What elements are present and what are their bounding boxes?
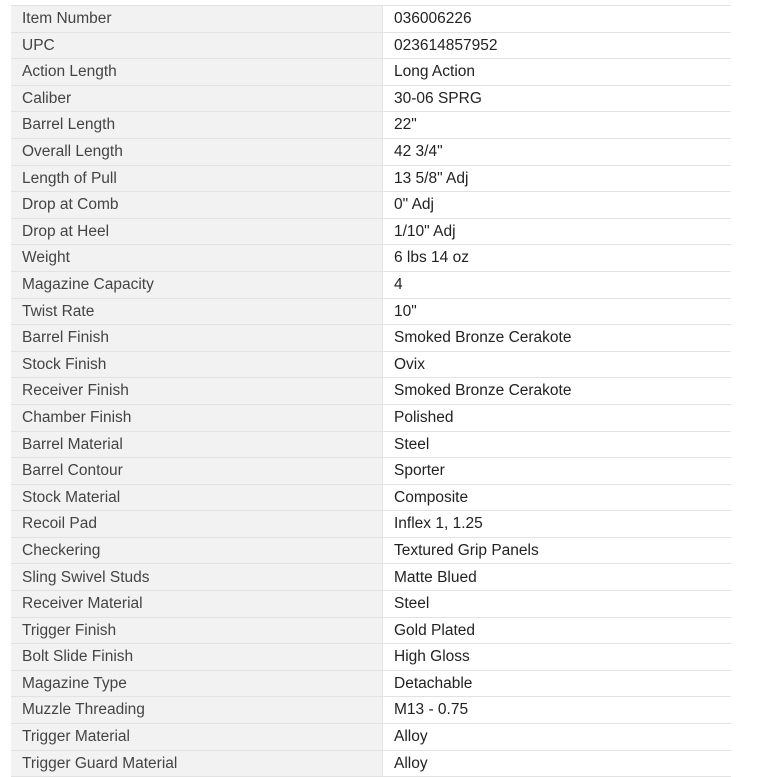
spec-label: Overall Length xyxy=(11,138,383,165)
spec-label: Weight xyxy=(11,245,383,272)
spec-value: 1/10" Adj xyxy=(383,218,732,245)
spec-label: Item Number xyxy=(11,6,383,33)
spec-row xyxy=(11,724,731,751)
spec-label: Stock Finish xyxy=(11,351,383,378)
specifications-table xyxy=(11,5,731,777)
spec-label: Receiver Material xyxy=(11,591,383,618)
spec-value: Steel xyxy=(383,431,732,458)
spec-row xyxy=(11,138,731,165)
spec-label: Chamber Finish xyxy=(11,404,383,431)
spec-label: Trigger Guard Material xyxy=(11,750,383,777)
spec-value: Gold Plated xyxy=(383,617,732,644)
spec-value: 42 3/4" xyxy=(383,138,732,165)
spec-value: 22" xyxy=(383,112,732,139)
spec-value: 0" Adj xyxy=(383,192,732,219)
spec-label: Trigger Material xyxy=(11,724,383,751)
spec-row xyxy=(11,537,731,564)
spec-row xyxy=(11,670,731,697)
spec-label: Action Length xyxy=(11,59,383,86)
specifications-table-body xyxy=(11,6,731,777)
specifications-panel xyxy=(11,5,731,777)
spec-value: 6 lbs 14 oz xyxy=(383,245,732,272)
spec-label: Barrel Finish xyxy=(11,325,383,352)
spec-row xyxy=(11,458,731,485)
spec-value: 30-06 SPRG xyxy=(383,85,732,112)
spec-label: Recoil Pad xyxy=(11,511,383,538)
spec-value: Textured Grip Panels xyxy=(383,537,732,564)
spec-row xyxy=(11,85,731,112)
spec-value: Alloy xyxy=(383,724,732,751)
spec-label: Checkering xyxy=(11,537,383,564)
spec-label: Caliber xyxy=(11,85,383,112)
spec-label: Twist Rate xyxy=(11,298,383,325)
spec-row xyxy=(11,431,731,458)
spec-row xyxy=(11,484,731,511)
spec-row xyxy=(11,404,731,431)
spec-label: Drop at Heel xyxy=(11,218,383,245)
spec-label: Barrel Material xyxy=(11,431,383,458)
spec-value: 023614857952 xyxy=(383,32,732,59)
spec-label: Length of Pull xyxy=(11,165,383,192)
spec-value: Inflex 1, 1.25 xyxy=(383,511,732,538)
spec-row xyxy=(11,32,731,59)
spec-value: 4 xyxy=(383,271,732,298)
spec-value: 10" xyxy=(383,298,732,325)
spec-value: High Gloss xyxy=(383,644,732,671)
spec-row xyxy=(11,165,731,192)
spec-value: 13 5/8" Adj xyxy=(383,165,732,192)
spec-row xyxy=(11,325,731,352)
spec-value: Polished xyxy=(383,404,732,431)
spec-value: 036006226 xyxy=(383,6,732,33)
spec-row xyxy=(11,750,731,777)
spec-row xyxy=(11,6,731,33)
spec-row xyxy=(11,298,731,325)
spec-value: Alloy xyxy=(383,750,732,777)
spec-row xyxy=(11,564,731,591)
spec-row xyxy=(11,511,731,538)
spec-label: Magazine Capacity xyxy=(11,271,383,298)
spec-row xyxy=(11,697,731,724)
spec-row xyxy=(11,218,731,245)
spec-row xyxy=(11,192,731,219)
spec-row xyxy=(11,378,731,405)
spec-row xyxy=(11,271,731,298)
spec-label: Muzzle Threading xyxy=(11,697,383,724)
spec-row xyxy=(11,112,731,139)
spec-row xyxy=(11,59,731,86)
spec-value: Long Action xyxy=(383,59,732,86)
spec-value: Composite xyxy=(383,484,732,511)
spec-row xyxy=(11,245,731,272)
spec-value: Smoked Bronze Cerakote xyxy=(383,378,732,405)
spec-label: Barrel Length xyxy=(11,112,383,139)
spec-value: Ovix xyxy=(383,351,732,378)
spec-label: Magazine Type xyxy=(11,670,383,697)
spec-label: Receiver Finish xyxy=(11,378,383,405)
spec-label: Sling Swivel Studs xyxy=(11,564,383,591)
spec-value: Smoked Bronze Cerakote xyxy=(383,325,732,352)
spec-row xyxy=(11,617,731,644)
spec-value: M13 - 0.75 xyxy=(383,697,732,724)
spec-label: Trigger Finish xyxy=(11,617,383,644)
spec-value: Steel xyxy=(383,591,732,618)
spec-label: Bolt Slide Finish xyxy=(11,644,383,671)
spec-label: UPC xyxy=(11,32,383,59)
spec-value: Matte Blued xyxy=(383,564,732,591)
spec-value: Sporter xyxy=(383,458,732,485)
spec-row xyxy=(11,644,731,671)
spec-row xyxy=(11,351,731,378)
spec-label: Stock Material xyxy=(11,484,383,511)
spec-value: Detachable xyxy=(383,670,732,697)
spec-label: Drop at Comb xyxy=(11,192,383,219)
spec-row xyxy=(11,591,731,618)
spec-label: Barrel Contour xyxy=(11,458,383,485)
